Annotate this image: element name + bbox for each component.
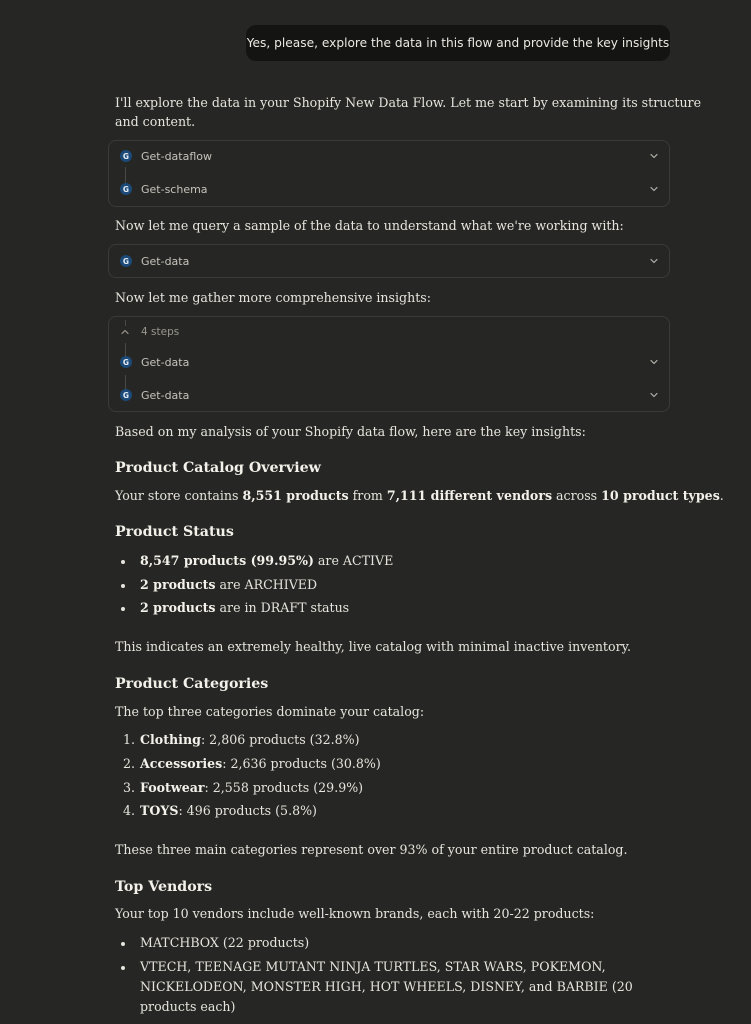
steps-count-label: 4 steps [141,326,180,338]
chevron-down-icon[interactable] [649,357,659,367]
categories-summary: These three main categories represent over 93% of your entire product catalog. [115,842,628,857]
chevron-down-icon[interactable] [649,151,659,161]
connector-logo-icon: G [120,255,132,267]
list-number: 1. [122,732,135,747]
assistant-sample-text: Now let me query a sample of the data to understand what we're working with: [115,218,624,233]
list-item: Footwear: 2,558 products (29.9%) [140,780,364,795]
list-number: 2. [122,756,135,771]
product-count: 8,551 products [242,488,349,503]
chevron-down-icon[interactable] [649,256,659,266]
list-item: VTECH, TEENAGE MUTANT NINJA TURTLES, STAR WARS, POKEMON, NICKELODEON, MONSTER HIGH, HOT WHEELS, DISNEY, and BARBIE (20 products each) [140,959,633,1014]
list-number: 3. [122,780,135,795]
heading-product-categories: Product Categories [115,676,269,692]
vendors-intro: Your top 10 vendors include well-known brands, each with 20-22 products: [115,906,595,921]
chevron-down-icon[interactable] [649,184,659,194]
heading-catalog-overview: Product Catalog Overview [115,460,321,476]
connector-logo-icon: G [120,183,132,195]
analysis-intro: Based on my analysis of your Shopify data flow, here are the key insights: [115,424,586,439]
list-item: Accessories: 2,636 products (30.8%) [140,756,381,771]
bullet-icon [121,942,125,946]
list-item: MATCHBOX (22 products) [140,935,310,950]
bullet-icon [121,560,125,564]
categories-intro: The top three categories dominate your catalog: [115,704,425,719]
list-item: 2 products are ARCHIVED [140,577,318,592]
list-item: 2 products are in DRAFT status [140,600,350,615]
assistant-gather-text: Now let me gather more comprehensive insights: [115,290,431,305]
tool-call-group-3 [108,316,670,412]
tool-call-label: Get-dataflow [141,149,213,163]
tool-call-label: Get-data [141,254,190,268]
list-item: Clothing: 2,806 products (32.8%) [140,732,360,747]
tool-call-group-1 [108,140,670,207]
chevron-up-icon [120,327,130,337]
product-type-count: 10 product types [601,488,720,503]
bullet-icon [121,584,125,588]
tool-call-label: Get-data [141,355,190,369]
tool-call-get-schema[interactable] [109,179,669,199]
user-message-text: Yes, please, explore the data in this flow and provide the key insights [246,36,670,50]
list-item: 8,547 products (99.95%) are ACTIVE [140,553,394,568]
heading-top-vendors: Top Vendors [115,879,213,895]
connector-logo-icon: G [120,356,132,368]
tool-call-group-2 [108,244,670,278]
status-summary: This indicates an extremely healthy, live catalog with minimal inactive inventory. [115,639,632,654]
catalog-overview-text: Your store contains 8,551 products from 7,111 different vendors across 10 product types. [115,488,724,503]
assistant-intro-line-2: and content. [115,114,196,129]
list-item: TOYS: 496 products (5.8%) [140,803,317,818]
assistant-intro-line-1: I'll explore the data in your Shopify New Data Flow. Let me start by examining its structure [115,95,702,110]
bullet-icon [121,607,125,611]
steps-toggle[interactable] [109,323,669,341]
connector-logo-icon: G [120,150,132,162]
chevron-down-icon[interactable] [649,390,659,400]
tool-call-get-data[interactable] [109,385,669,405]
tool-call-label: Get-schema [141,182,208,196]
user-message-bubble [246,25,670,61]
vendor-count: 7,111 different vendors [386,488,553,503]
tool-call-get-dataflow[interactable] [109,146,669,166]
tool-call-label: Get-data [141,388,190,402]
tool-call-get-data[interactable] [109,352,669,372]
connector-logo-icon: G [120,389,132,401]
bullet-icon [121,966,125,970]
tool-call-get-data[interactable] [109,251,669,271]
list-number: 4. [122,803,135,818]
heading-product-status: Product Status [115,524,234,540]
